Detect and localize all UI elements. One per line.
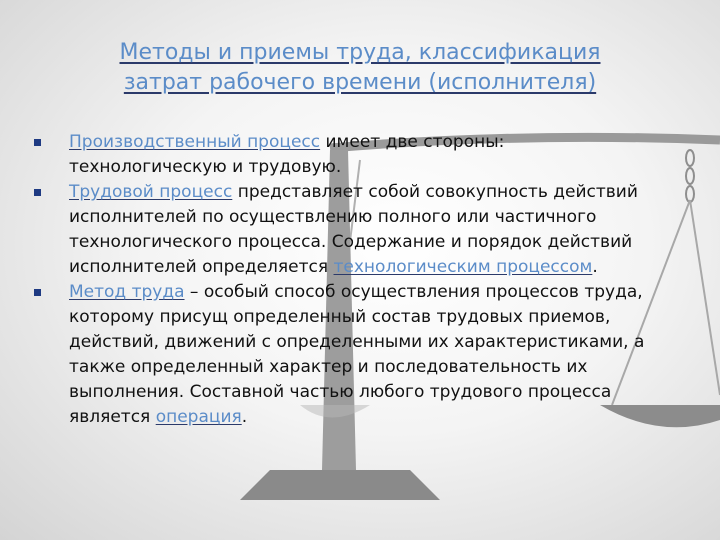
square-bullet-icon <box>34 289 41 296</box>
operation-link[interactable]: операция <box>155 407 242 427</box>
square-bullet-icon <box>34 189 41 196</box>
bullet-text-1: имеет две стороны: технологическую и трудовую. <box>69 132 505 177</box>
bullet-end-2: . <box>592 257 598 277</box>
slide-title <box>40 38 680 98</box>
slide-title-line2: затрат рабочего времени (исполнителя) <box>123 70 597 95</box>
bullet-item-3 <box>34 280 654 430</box>
bullet-text-2: представляет собой совокупность действий исполнителей по осуществлению полного или частичного технологического процесса. Содержание и порядок действий исполнителей определяется <box>69 182 638 277</box>
production-process-link[interactable]: Производственный процесс <box>69 132 321 152</box>
technological-process-link[interactable]: технологическим процессом <box>333 257 593 277</box>
bullet-item-1 <box>34 130 654 180</box>
slide-title-line1: Методы и приемы труда, классификация <box>119 40 601 65</box>
square-bullet-icon <box>34 139 41 146</box>
labor-method-link[interactable]: Метод труда <box>69 282 185 302</box>
bullet-item-2 <box>34 180 654 280</box>
bullet-text-3: – особый способ осуществления процессов труда, которому присущ определенный состав трудовых приемов, действий, движений с определенными их характеристиками, а также определенный характер и последовательность их выполнения. Составной частью любого трудового процесса является <box>69 282 645 427</box>
bullet-end-3: . <box>241 407 248 427</box>
labor-process-link[interactable]: Трудовой процесс <box>69 182 233 202</box>
bullet-list <box>34 130 654 430</box>
